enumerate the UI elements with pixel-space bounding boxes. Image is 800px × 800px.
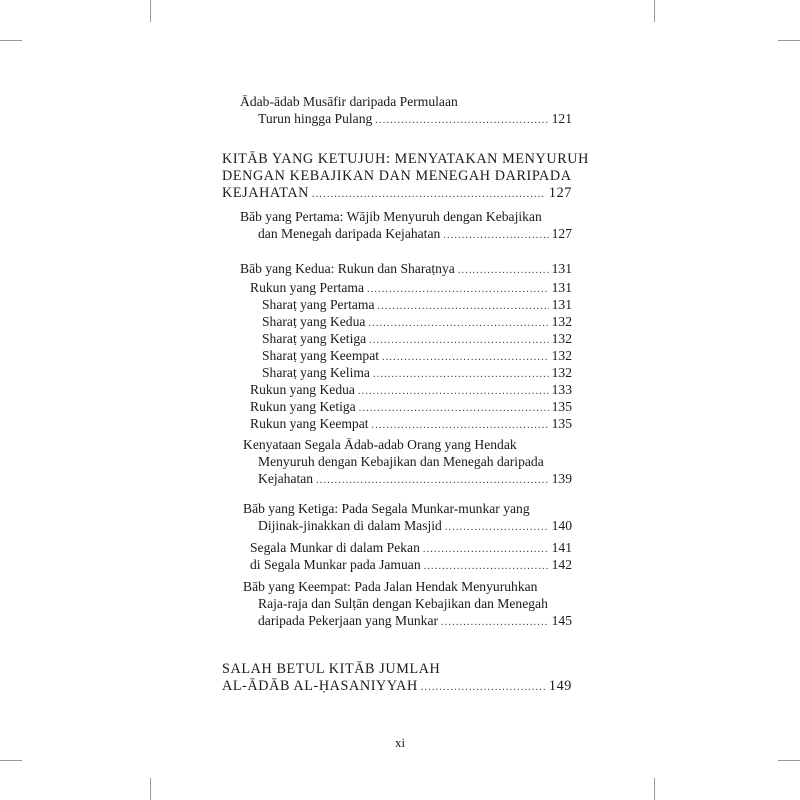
toc-line-text: Rukun yang Kedua [250, 382, 355, 397]
page-number: 132 [551, 348, 572, 363]
toc-line-text: Rukun yang Keempat [250, 416, 369, 431]
toc-line [262, 348, 572, 366]
toc-line-text: Bāb yang Kedua: Rukun dan Sharaṭnya [240, 261, 455, 276]
toc-line-text: Bāb yang Keempat: Pada Jalan Hendak Menyuruhkan [243, 579, 538, 594]
dot-leader [316, 473, 549, 489]
page-number: 140 [551, 518, 572, 533]
dot-leader [312, 187, 546, 203]
toc-line-text: Sharaṭ yang Kelima [262, 365, 370, 380]
toc-heading-line [222, 168, 572, 184]
toc-line [250, 382, 572, 400]
dot-leader [423, 542, 549, 558]
toc-line-text: Bāb yang Pertama: Wājib Menyuruh dengan Kebajikan [240, 209, 542, 224]
toc-line-text: Bāb yang Ketiga: Pada Segala Munkar-munkar yang [243, 501, 530, 516]
dot-leader [375, 113, 548, 129]
toc-line [250, 280, 572, 298]
toc-heading-line [222, 185, 572, 203]
toc-line [243, 501, 572, 517]
toc-line-text: di Segala Munkar pada Jamuan [250, 557, 421, 572]
toc-line-text: Kejahatan [258, 471, 314, 486]
toc-line [258, 226, 572, 244]
toc-line [250, 557, 572, 575]
toc-line [262, 331, 572, 349]
page-number: 132 [551, 365, 572, 380]
toc-line [240, 209, 572, 225]
dot-leader [359, 401, 549, 417]
dot-leader [382, 350, 549, 366]
toc-line [258, 111, 572, 129]
page-number: 141 [551, 540, 572, 555]
toc-line [240, 261, 572, 279]
toc-line-text: Sharaṭ yang Pertama [262, 297, 375, 312]
page-number: 145 [551, 613, 572, 628]
dot-leader [378, 299, 549, 315]
toc-line-text: dan Menegah daripada Kejahatan [258, 226, 441, 241]
dot-leader [441, 615, 549, 631]
dot-leader [358, 384, 549, 400]
toc-line-text: Kenyataan Segala Ādab-adab Orang yang Hendak [243, 437, 517, 452]
page-number: 131 [551, 261, 572, 276]
page-number: 127 [548, 185, 572, 201]
toc-line [243, 437, 572, 453]
toc-line-text: Sharaṭ yang Keempat [262, 348, 380, 363]
page-number: 121 [551, 111, 572, 126]
toc-line-text: Raja-raja dan Sulṭān dengan Kebajikan dan Menegah [258, 596, 548, 611]
dot-leader [373, 367, 549, 383]
dot-leader [424, 559, 549, 575]
page-number: 135 [551, 399, 572, 414]
toc-line-text: Sharaṭ yang Kedua [262, 314, 366, 329]
page-number: 133 [551, 382, 572, 397]
dot-leader [458, 263, 549, 279]
toc-line-text: AL-ĀDĀB AL-ḤASANIYYAH [222, 678, 418, 694]
page-number: 131 [551, 280, 572, 295]
page-number: 142 [551, 557, 572, 572]
dot-leader [421, 680, 546, 696]
toc-line-text: Ādab-ādab Musāfir daripada Permulaan [240, 94, 458, 109]
toc-line-text: Segala Munkar di dalam Pekan [250, 540, 420, 555]
toc-line [250, 540, 572, 558]
dot-leader [369, 333, 548, 349]
toc-heading-line [222, 678, 572, 696]
toc-line [258, 518, 572, 536]
page-folio: xi [394, 735, 406, 750]
toc-line-text: KITĀB YANG KETUJUH: MENYATAKAN MENYURUH [222, 151, 589, 167]
toc-line-text: Rukun yang Ketiga [250, 399, 356, 414]
toc-heading-line [222, 151, 589, 167]
page-number: 132 [551, 331, 572, 346]
toc-line-text: DENGAN KEBAJIKAN DAN MENEGAH DARIPADA [222, 168, 572, 184]
toc-line-text: Rukun yang Pertama [250, 280, 365, 295]
toc-line-text: Dijinak-jinakkan di dalam Masjid [258, 518, 442, 533]
toc-line-text: SALAH BETUL KITĀB JUMLAH [222, 661, 441, 677]
toc-line [258, 613, 572, 631]
toc-line [258, 471, 572, 489]
toc-line [243, 579, 572, 595]
toc-line [262, 297, 572, 315]
toc-line [250, 399, 572, 417]
toc-line-text: Menyuruh dengan Kebajikan dan Menegah daripada [258, 454, 544, 469]
page-number: 132 [551, 314, 572, 329]
dot-leader [443, 228, 548, 244]
toc-line [258, 454, 572, 470]
page-number: 149 [548, 678, 572, 694]
dot-leader [445, 520, 549, 536]
toc-line-text: Turun hingga Pulang [258, 111, 373, 126]
toc-line [250, 416, 572, 434]
toc-line [240, 94, 572, 110]
page-number: 131 [551, 297, 572, 312]
toc-heading-line [222, 661, 572, 677]
page-number: 135 [551, 416, 572, 431]
page-number: 139 [551, 471, 572, 486]
dot-leader [372, 418, 549, 434]
toc-line [262, 365, 572, 383]
toc-line-text: KEJAHATAN [222, 185, 310, 201]
toc-line [262, 314, 572, 332]
toc-line [258, 596, 572, 612]
dot-leader [367, 282, 549, 298]
page-number: 127 [551, 226, 572, 241]
toc-line-text: daripada Pekerjaan yang Munkar [258, 613, 439, 628]
dot-leader [368, 316, 548, 332]
toc-line-text: Sharaṭ yang Ketiga [262, 331, 367, 346]
